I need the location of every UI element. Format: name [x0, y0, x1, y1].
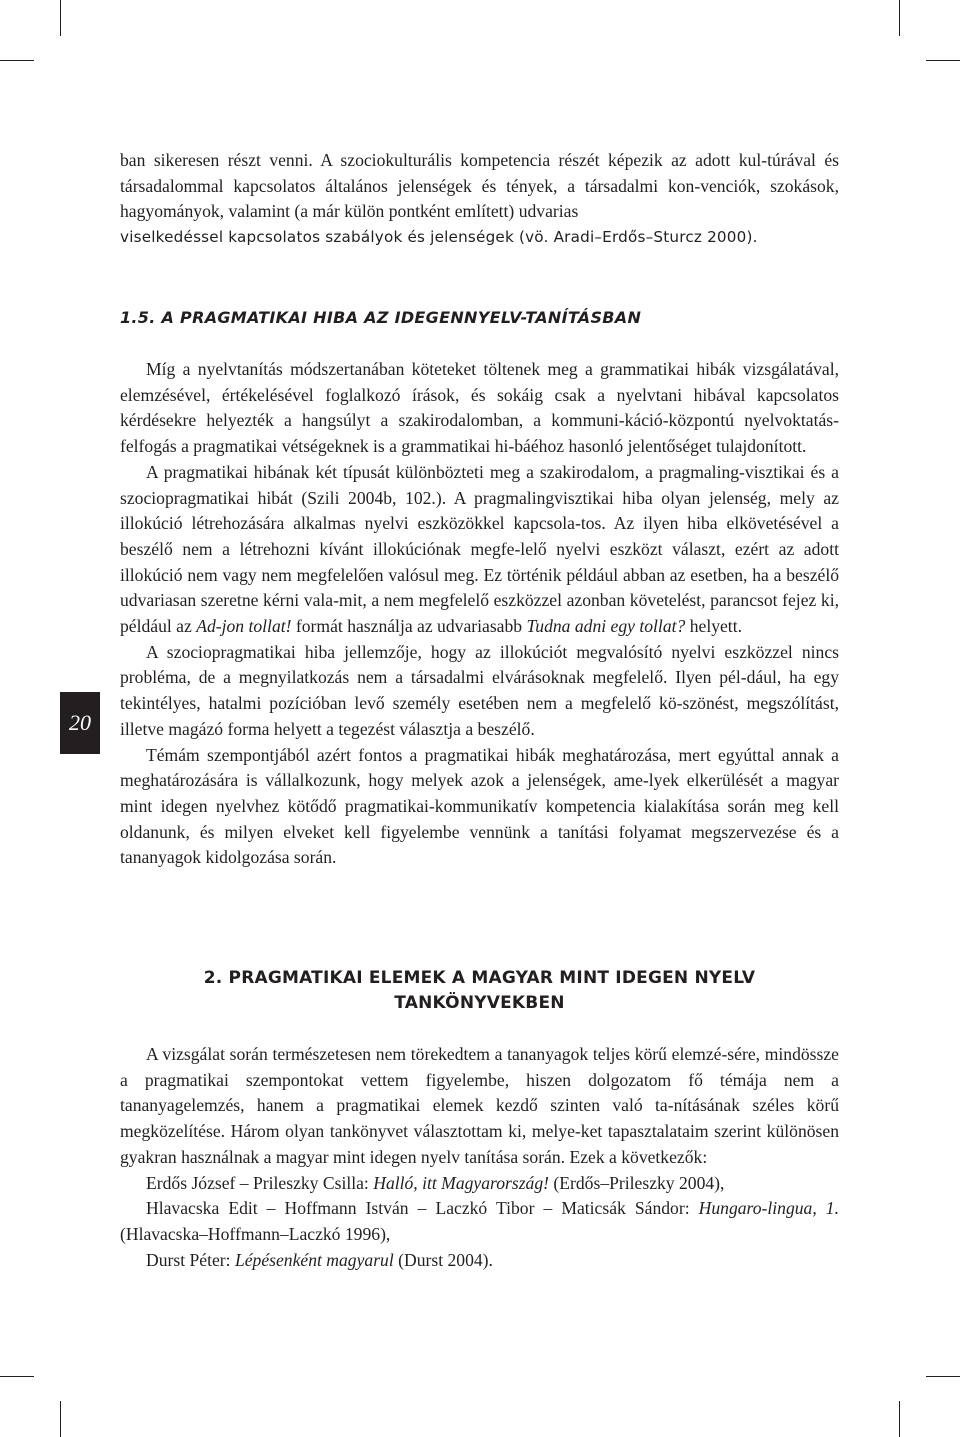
intro-paragraph [120, 148, 839, 251]
paragraph-text: helyett. [685, 616, 742, 637]
textbook-list [120, 1171, 839, 1274]
paragraph: Míg a nyelvtanítás módszertanában köteteket töltenek meg a grammatikai hibák vizsgálatával, elemzésével, értékelésével foglalkozó írások, és sokáig csak a nyelvtani hibával kapcsolatos kérdésekre helyezték a hangsúlyt a szakirodalomban, a kommuni-káció-központú nyelvoktatás-felfogás a pragmatikai vétségeknek is a grammatikai hi-báéhoz hasonló jelentőséget tulajdonított. [120, 359, 839, 457]
textbook-authors: Erdős József – Prileszky Csilla: [146, 1172, 374, 1193]
section-heading-2 [120, 966, 839, 1016]
page-number: 20 [60, 692, 100, 754]
textbook-item [120, 1196, 839, 1247]
crop-mark [0, 1376, 34, 1377]
paragraph-text: A pragmatikai hibának két típusát különbözteti meg a szakirodalom, a pragmaling-visztikai és a szociopragmatikai hibát (Szili 2004b, 102.). A pragmalingvisztikai hiba olyan jelenség, mely az illokúció létrehozására alkalmas nyelvi eszközökkel kapcsola-tos. Az ilyen hiba elkövetésével a beszélő nem a létrehozni kívánt illokúciónak megfe-lelő nyelvi eszközt választ, ezért az adott illokúció nem vagy nem megfelelően valósul meg. Ez történik például abban az esetben, ha a beszélő udvariasan szeretne kérni vala-mit, a nem megfelelő eszközzel azonban követelést, parancsot fejez ki, például az [120, 461, 839, 637]
paragraph: A szociopragmatikai hiba jellemzője, hogy az illokúciót megvalósító nyelvi eszközzel nincs probléma, de a megnyilatkozás nem a társadalmi elvárásoknak megfelelő. Ilyen pél-dául, ha egy tekintélyes, hatalmi pozícióban levő személy esetében nem a megfelelő kö-szönést, megszólítást, illetve magázó forma helyett a tegezést választja a beszélő. [120, 641, 839, 739]
crop-mark [899, 0, 900, 36]
textbook-title: Hungaro-lingua, 1. [698, 1198, 839, 1219]
paragraph: A vizsgálat során természetesen nem törekedtem a tananyagok teljes körű elemzé-sére, mindössze a pragmatikai szempontokat vettem figyelembe, hiszen dolgozatom fő témája nem a tananyagelemzés, hanem a pragmatikai elemek kezdő szinten való ta-nításának széles körű megközelítése. Három olyan tankönyvet választottam ki, melye-ket tapasztalataim szerint különösen gyakran használnak a magyar mint idegen nyelv tanítása során. Ezek a következők: [120, 1044, 839, 1167]
textbook-item [120, 1171, 839, 1197]
crop-mark [0, 60, 34, 61]
crop-mark [60, 0, 61, 36]
textbook-authors: Durst Péter: [146, 1249, 235, 1270]
heading-line: 2. PRAGMATIKAI ELEMEK A MAGYAR MINT IDEGEN NYELV [203, 968, 756, 988]
crop-mark [926, 1376, 960, 1377]
paragraph [120, 460, 839, 640]
textbook-citation: (Erdős–Prileszky 2004), [549, 1172, 725, 1193]
paragraph: Témám szempontjából azért fontos a pragmatikai hibák meghatározása, mert egyúttal annak a meghatározására is vállalkozunk, hogy melyek azok a jelenségek, ame-lyek elkerülését a magyar mint idegen nyelvhez kötődő pragmatikai-kommunikatív kompetencia kialakítása során meg kell oldanunk, és milyen elveket kell figyelembe vennünk a tanítási folyamat megszervezése és a tananyagok kidolgozása során. [120, 744, 839, 868]
textbook-citation: (Durst 2004). [393, 1249, 493, 1270]
section-2-body [120, 1042, 839, 1273]
textbook-title: Halló, itt Magyarország! [373, 1172, 550, 1193]
textbook-title: Lépésenként magyarul [234, 1249, 394, 1270]
crop-mark [926, 60, 960, 61]
crop-mark [899, 1401, 900, 1437]
intro-text: ban sikeresen részt venni. A szociokulturális kompetencia részét képezik az adott kul-túrával és társadalommal kapcsolatos általános jelenségek és tények, a társadalmi kon-venciók, szokások, hagyományok, valamint (a már külön pontként említett) udvarias [120, 150, 839, 222]
heading-line: TANKÖNYVEKBEN [394, 993, 565, 1013]
example-sentence: Tudna adni egy tollat? [526, 616, 686, 637]
textbook-citation: (Hlavacska–Hoffmann–Laczkó 1996), [120, 1223, 391, 1244]
intro-text-last-line: viselkedéssel kapcsolatos szabályok és jelenségek (vö. Aradi–Erdős–Sturcz 2000). [120, 228, 758, 247]
paragraph-text: formát használja az udvariasabb [291, 616, 527, 637]
section-heading-1-5: 1.5. A PRAGMATIKAI HIBA AZ IDEGENNYELV-TANÍTÁSBAN [120, 308, 642, 327]
crop-mark [60, 1401, 61, 1437]
section-1-5-body [120, 357, 839, 871]
textbook-authors: Hlavacska Edit – Hoffmann István – Laczkó Tibor – Maticsák Sándor: [146, 1198, 699, 1219]
example-sentence: Ad-jon tollat! [196, 616, 292, 637]
textbook-item [120, 1248, 839, 1274]
